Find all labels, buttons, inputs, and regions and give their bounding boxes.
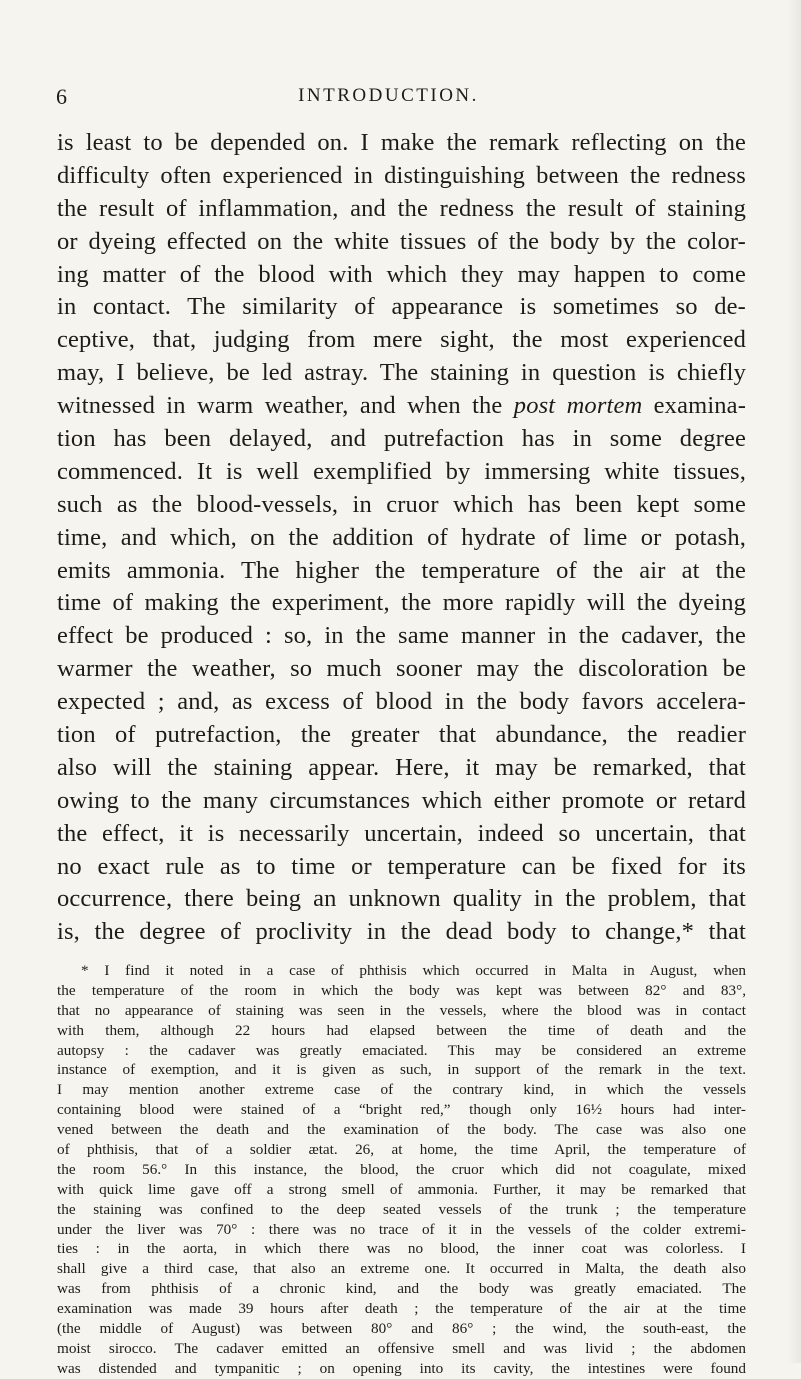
footnote-line: with quick lime gave off a strong smell of ammonia. Further, it may be remarked that [57, 1180, 746, 1198]
footnote-line: shall give a third case, that also an extreme one. It occurred in Malta, the death also [57, 1260, 746, 1278]
body-text-line: the result of inflammation, and the redness the result of staining [57, 194, 746, 222]
footnote-line: examination was made 39 hours after death ; the temperature of the air at the time [57, 1300, 746, 1318]
body-text-line: time, and which, on the addition of hydrate of lime or potash, [57, 523, 746, 551]
body-text-line: ceptive, that, judging from mere sight, the most experienced [57, 326, 746, 354]
body-text-line: occurrence, there being an unknown quality in the problem, that [57, 885, 746, 913]
footnote-line: the room 56.° In this instance, the blood, the cruor which did not coagulate, mixed [57, 1160, 746, 1178]
body-text-line: the effect, it is necessarily uncertain, indeed so uncertain, that [57, 819, 746, 847]
footnote-line: with them, although 22 hours had elapsed between the time of death and the [57, 1021, 746, 1039]
body-text-line: witnessed in warm weather, and when the post mortem examina- [57, 392, 747, 420]
footnote-line: of phthisis, that of a soldier ætat. 26, at home, the time April, the temperature of [57, 1141, 746, 1159]
footnote-line: * I find it noted in a case of phthisis which occurred in Malta in August, when [81, 962, 746, 979]
footnote-line: instance of exemption, and it is given as such, in support of the remark in the text. [57, 1061, 746, 1079]
footnote-line: moist sirocco. The cadaver emitted an offensive smell and was livid ; the abdomen [57, 1339, 746, 1357]
footnote-line: that no appearance of staining was seen in the vessels, where the blood was in contact [57, 1001, 746, 1019]
body-text-line: in contact. The similarity of appearance is sometimes so de- [57, 293, 746, 321]
body-text-line: no exact rule as to time or temperature can be fixed for its [57, 852, 746, 880]
footnote-line: under the liver was 70° : there was no trace of it in the vessels of the colder extremi- [57, 1220, 746, 1238]
footnote-line: vened between the death and the examination of the body. The case was also one [57, 1121, 746, 1139]
body-text-line: difficulty often experienced in distinguishing between the redness [57, 161, 746, 189]
page-edge-shadow [787, 0, 801, 1363]
body-text-line: effect be produced : so, in the same manner in the cadaver, the [57, 622, 746, 650]
body-text-line: or dyeing effected on the white tissues of the body by the color- [57, 227, 746, 255]
footnote-line: the staining was confined to the deep seated vessels of the trunk ; the temperature [57, 1200, 746, 1218]
page-number: 6 [56, 84, 68, 109]
page-header [56, 84, 721, 114]
footnote-line: (the middle of August) was between 80° and 86° ; the wind, the south-east, the [57, 1320, 746, 1338]
footnote-line: was distended and tympanitic ; on opening into its cavity, the intestines were found [57, 1359, 746, 1377]
footnote-line: autopsy : the cadaver was greatly emaciated. This may be considered an extreme [57, 1041, 746, 1059]
footnote-line: I may mention another extreme case of the contrary kind, in which the vessels [57, 1081, 746, 1099]
body-text-line: tion has been delayed, and putrefaction has in some degree [57, 425, 746, 453]
footnote-line: was from phthisis of a chronic kind, and the body was greatly emaciated. The [57, 1280, 746, 1298]
body-text-line: commenced. It is well exemplified by immersing white tissues, [57, 457, 746, 485]
body-text-line: is, the degree of proclivity in the dead body to change,* that [57, 918, 746, 946]
footnote-line: containing blood were stained of a “bright red,” though only 16½ hours had inter- [57, 1101, 746, 1119]
body-text-line: may, I believe, be led astray. The staining in question is chiefly [57, 359, 746, 387]
body-text-line: time of making the experiment, the more rapidly will the dyeing [57, 589, 746, 617]
body-text-line: emits ammonia. The higher the temperature of the air at the [57, 556, 746, 584]
footnote-line: the temperature of the room in which the body was kept was between 82° and 83°, [57, 981, 746, 999]
body-text-line: ing matter of the blood with which they may happen to come [57, 260, 746, 288]
footnote [57, 961, 746, 1379]
italic-term: post mortem [513, 392, 643, 420]
body-text-line: expected ; and, as excess of blood in the body favors accelera- [57, 688, 746, 716]
footnote-line: ties : in the aorta, in which there was no blood, the inner coat was colorless. I [57, 1240, 746, 1258]
body-text-line: also will the staining appear. Here, it may be remarked, that [57, 753, 746, 781]
body-text-line: is least to be depended on. I make the remark reflecting on the [57, 129, 746, 156]
body-text-line: warmer the weather, so much sooner may the discoloration be [57, 655, 746, 683]
running-title: INTRODUCTION. [298, 85, 479, 106]
body-text [57, 127, 746, 949]
body-text-line: such as the blood-vessels, in cruor which has been kept some [57, 490, 746, 518]
body-text-line: owing to the many circumstances which either promote or retard [57, 786, 746, 814]
body-text-line: tion of putrefaction, the greater that abundance, the readier [57, 721, 746, 749]
